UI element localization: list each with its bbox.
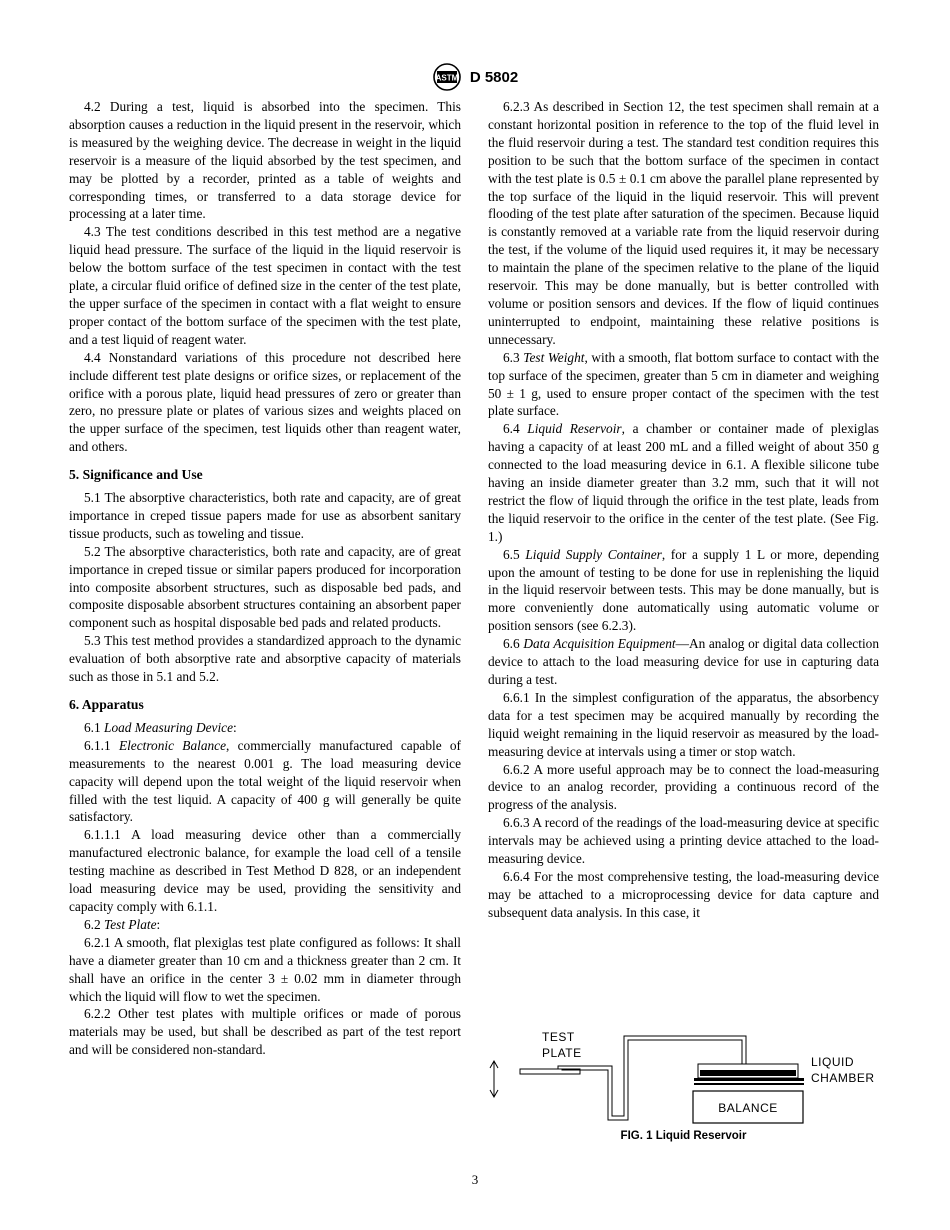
section-heading-apparatus: 6. Apparatus: [69, 697, 144, 712]
paragraph-text: , for a supply 1 L or more, depending upon the amount of testing to be done for use in replenishing the liquid in the liquid reservoir between tests. This may be done manually, but is more conveniently done automatically using automatic volume or position sensors (see 6.2.3).: [488, 546, 879, 634]
paragraph-4-4: 4.4 Nonstandard variations of this procedure not described here include different test plate designs or orifice sizes, or replacement of the orifice with a porous plate, liquid head pressures of zero or greater than zero, no pressure plate or plates of various sizes and weights placed on the upper surface of the specimen, test liquids other than reagent water, and others.: [69, 349, 461, 455]
label-liquid: LIQUID: [811, 1055, 855, 1069]
paragraph-text: :: [156, 916, 161, 932]
paragraph-6-5: [488, 546, 879, 636]
paragraph-text: , commercially manufactured capable of measurements to the nearest 0.001 g. The load measuring device capacity will depend upon the total weight of the liquid reservoir when filled with the test liquid. A capacity of 400 g will generally be quite satisfactory.: [69, 737, 461, 825]
paragraph-6-6-4: 6.6.4 For the most comprehensive testing, the load-measuring device may be attached to a microprocessing device for data capture and subsequent data analysis. In this case, it: [488, 868, 879, 920]
paragraph-4-3: 4.3 The test conditions described in this test method are a negative liquid head pressure. The surface of the liquid in the liquid reservoir is below the bottom surface of the test specimen in contact with the test plate, a circular fluid orifice of defined size in the center of the test plate, the upper surface of the specimen in contact with a flat weight to ensure proper contact of the bottom surface of the specimen with the test plate, and a test liquid of reagent water.: [69, 224, 461, 347]
paragraph-number: 6.6: [503, 636, 520, 652]
paragraph-number: 6.1: [84, 719, 101, 735]
paragraph-5-3: 5.3 This test method provides a standardized approach to the dynamic evaluation of both absorptive rate and absorptive capacity of materials such as those in 5.1 and 5.2.: [69, 633, 461, 685]
section-heading-significance: 5. Significance and Use: [69, 467, 203, 483]
paragraph-6-2-1: 6.2.1 A smooth, flat plexiglas test plate configured as follows: It shall have a diameter greater than 10 cm and a thickness greater than 2 cm. It shall have an orifice in the center 3 ± 0.02 mm in diameter through which the liquid will flow to wet the specimen.: [69, 934, 461, 1004]
paragraph-text: —An analog or digital data collection device to attach to the load measuring device for use in capturing data during a test.: [488, 636, 879, 687]
svg-text:ASTM: ASTM: [435, 73, 459, 83]
paragraph-title: Load Measuring Device: [104, 719, 233, 735]
paragraph-text: :: [233, 719, 237, 735]
paragraph-6-4: [488, 420, 879, 545]
right-column: [488, 98, 879, 922]
apparatus-diagram: [488, 1026, 879, 1130]
paragraph-6-6: [488, 635, 879, 689]
paragraph-6-6-3: 6.6.3 A record of the readings of the load-measuring device at specific intervals may be achieved using a printing device attached to the load-measuring device.: [488, 815, 879, 867]
liquid-chamber: [694, 1064, 804, 1085]
height-arrow: [490, 1061, 498, 1097]
paragraph-text: , a chamber or container made of plexiglas having a capacity of at least 200 mL and a filled weight of about 350 g connected to the load measuring device in 6.1. A flexible silicone tube having an inside diameter greater than 3.2 mm, such that it will not restrict the flow of liquid through the orifice in the test plate, leads from the liquid reservoir to the orifice in the center of the test plate. (See Fig. 1.): [488, 421, 879, 544]
paragraph-title: Liquid Reservoir: [527, 421, 622, 437]
label-chamber: CHAMBER: [811, 1071, 875, 1085]
paragraph-text: , with a smooth, flat bottom surface to contact with the top surface of the specimen, greater than 5 cm in diameter and weighing 50 ± 1 g, used to ensure proper contact of the specimen with the test plate surface.: [488, 349, 879, 419]
figure-liquid-reservoir: [488, 1026, 879, 1148]
paragraph-title: Test Weight: [523, 349, 585, 365]
paragraph-number: 6.1.1: [84, 737, 111, 753]
paragraph-5-2: 5.2 The absorptive characteristics, both rate and capacity, are of great importance in creped tissue or similar papers produced for incorporation into composite absorbent structures, such as disposable bed pads, and composite disposable absorbent structures containing an absorbent paper component such as hospital disposable bed pads and related products.: [69, 543, 461, 631]
paragraph-5-1: 5.1 The absorptive characteristics, both rate and capacity, are of great importance in creped tissue papers made for use as absorbent sanitary tissue products, such as toweling and tissue.: [69, 490, 461, 541]
paragraph-6-1-1-1: 6.1.1.1 A load measuring device other than a commercially manufactured electronic balance, for example the load cell of a tensile testing machine as described in Test Method D 828, or an independent load measuring device may be used, providing the sensitivity and capacity comply with 6.1.1.: [69, 827, 461, 914]
paragraph-title: Liquid Supply Container: [525, 546, 662, 562]
paragraph-4-2: 4.2 During a test, liquid is absorbed into the specimen. This absorption causes a reduction in the liquid present in the reservoir, which is measured by the weighing device. The decrease in weight in the liquid reservoir is a measure of the liquid absorbed by the test specimen, and may be plotted by a recorder, printed as a table of weights and corresponding times, or transferred to a data storage device for processing at a later time.: [69, 99, 461, 222]
paragraph-6-3: [488, 349, 879, 421]
paragraph-number: 6.4: [503, 421, 520, 437]
document-number: D 5802: [469, 68, 519, 86]
paragraph-number: 6.5: [503, 546, 520, 562]
figure-caption: FIG. 1 Liquid Reservoir: [620, 1130, 747, 1142]
paragraph-6-2-3: 6.2.3 As described in Section 12, the test specimen shall remain at a constant horizontal position in reference to the top of the fluid level in the fluid reservoir during a test. The standard test condition requires this position to be such that the bottom surface of the specimen in contact with the test plate is 0.5 ± 0.1 cm above the parallel plane represented by the top surface of the liquid in the liquid reservoir. This will prevent flooding of the test plate after saturation of the specimen. Because liquid is constantly removed at a variable rate from the liquid reservoir during the test, if the volume of the liquid used requires it, it may be necessary to maintain the plane of the specimen relative to the plane of the liquid reservoir. This may be done manually, but is better controlled with volume or position sensors and devices. If the flow of liquid continues uninterrupted to endpoint, maintaining these relative positions is unnecessary.: [488, 99, 879, 347]
paragraph-6-2-2: 6.2.2 Other test plates with multiple orifices or made of porous materials may be used, but shall be described as part of the test report and will be considered non-standard.: [69, 1006, 461, 1058]
page-number: 3: [471, 1172, 479, 1187]
paragraph-6-6-2: 6.6.2 A more useful approach may be to connect the load-measuring device to an analog recorder, providing a continuous record of the progress of the analysis.: [488, 761, 879, 813]
left-column: [69, 98, 461, 1059]
paragraph-title: Test Plate: [104, 916, 157, 932]
label-plate: PLATE: [542, 1046, 582, 1060]
label-test: TEST: [542, 1030, 575, 1044]
paragraph-6-1-1: [69, 737, 461, 827]
astm-logo-icon: [432, 62, 462, 92]
paragraph-6-2: [69, 916, 461, 934]
page-header: [0, 62, 950, 92]
paragraph-title: Electronic Balance: [118, 737, 227, 753]
paragraph-title: Data Acquisition Equipment: [523, 636, 676, 652]
paragraph-number: 6.2: [84, 916, 101, 932]
paragraph-6-6-1: 6.6.1 In the simplest configuration of the apparatus, the absorbency data for a test specimen may be acquired manually by recording the liquid weight remaining in the liquid reservoir as measured by the load-measuring device at intervals using a timer or stop watch.: [488, 689, 879, 759]
label-balance: BALANCE: [718, 1101, 778, 1115]
paragraph-number: 6.3: [503, 349, 520, 365]
paragraph-6-1: [69, 719, 461, 737]
